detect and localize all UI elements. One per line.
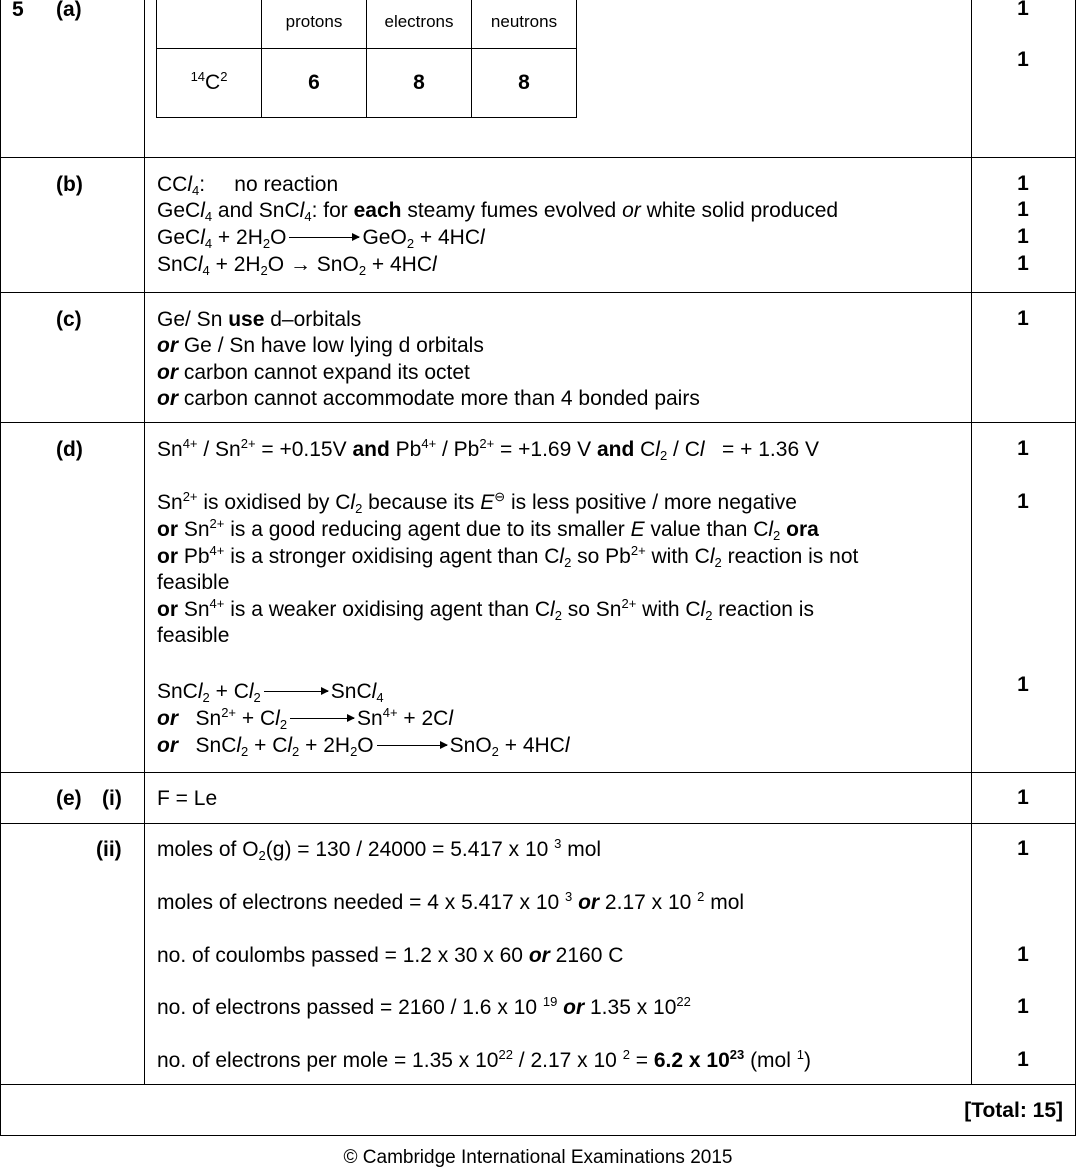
equation-line: GeCl$_4$ + $2H_2O$ GeO$_2$ + 4HCl — [157, 226, 485, 251]
row-divider — [0, 772, 1076, 773]
answer-line: GeCl$_4$ and SnCl$_4$: for each steamy fumes evolved or white solid produced — [157, 199, 839, 224]
mark: 1 — [1017, 252, 1029, 275]
table-header-cell — [157, 0, 262, 49]
row-divider — [0, 157, 1076, 158]
part-a-label: (a) — [56, 0, 82, 21]
answer-line: or $Pb^{4+}$ is a stronger oxidising agent than $Cl_2$ so $Pb^{2+}$ with $Cl_2$ reaction is not — [157, 543, 859, 570]
electrode-potentials-line: $Sn^{4+} / Sn^{2+} = +0.15V$ and $Pb^{4+} / Pb^{2+} = +1.69$ V and $Cl_2$ / Cl = + 1.36 V — [157, 436, 819, 463]
equation-line: or SnCl$_2$ + $Cl_2 + 2H_2O$ SnO$_2$ + 4HCl — [157, 734, 570, 759]
answer-line: F = Le — [157, 787, 218, 810]
mark: 1 — [1017, 943, 1029, 966]
electrons-value: 8 — [367, 49, 472, 118]
column-divider-answer — [144, 0, 145, 1084]
answer-line: Ge/ Sn use d–orbitals — [157, 308, 362, 331]
part-d-label: (d) — [56, 438, 83, 461]
question-number: 5 — [12, 0, 24, 21]
table-bottom-border — [0, 1135, 1076, 1136]
protons-value: 6 — [262, 49, 367, 118]
mark: 1 — [1017, 786, 1029, 809]
answer-line: or $Sn^{2+}$ is a good reducing agent due to its smaller E value than $Cl_2$ ora — [157, 516, 819, 543]
part-b-label: (b) — [56, 173, 83, 196]
calculation-line: moles of electrons needed = 4 x 5.417 x 10 $^3$ or 2.17 x 10 $^2$ mol — [157, 889, 745, 914]
mark: 1 — [1017, 837, 1029, 860]
table-header-cell: neutrons — [472, 0, 577, 49]
calculation-line: no. of coulombs passed = 1.2 x 30 x 60 or 2160 C — [157, 944, 624, 967]
part-c-label: (c) — [56, 308, 82, 331]
row-divider — [0, 422, 1076, 423]
neutrons-value: 8 — [472, 49, 577, 118]
answer-line: or Ge / Sn have low lying d orbitals — [157, 334, 484, 357]
row-divider — [0, 292, 1076, 293]
total-marks: [Total: 15] — [964, 1099, 1063, 1122]
table-row — [157, 49, 577, 118]
mark: 1 — [1017, 673, 1029, 696]
answer-line: $Sn^{2+}$ is oxidised by $Cl_2$ because its E⊖ is less positive / more negative — [157, 489, 797, 516]
particle-count-table — [156, 0, 577, 118]
answer-line: or carbon cannot accommodate more than 4 bonded pairs — [157, 387, 700, 410]
answer-line: feasible — [157, 624, 230, 647]
equation-line: SnCl$_4$ + $2H_2O \to SnO_2 + 4HCl$ — [157, 253, 437, 278]
part-e-label: (e) — [56, 787, 82, 810]
copyright-footer: © Cambridge International Examinations 2015 — [343, 1147, 733, 1168]
table-header-cell: electrons — [367, 0, 472, 49]
mark: 1 — [1017, 48, 1029, 71]
answer-line: or $Sn^{4+}$ is a weaker oxidising agent than $Cl_2$ so $Sn^{2+}$ with $Cl_2$ reaction is — [157, 596, 814, 623]
mark: 1 — [1017, 1048, 1029, 1071]
answer-line: CCl$_4$: no reaction — [157, 173, 339, 198]
mark: 1 — [1017, 198, 1029, 221]
row-divider — [0, 823, 1076, 824]
column-divider-marks — [971, 0, 972, 1084]
mark: 1 — [1017, 995, 1029, 1018]
equation-line: SnCl$_2$ + $Cl_2$ SnCl$_4$ — [157, 680, 384, 705]
mark: 1 — [1017, 225, 1029, 248]
species-cell: $^{14}C^2$ — [157, 49, 262, 118]
mark: 1 — [1017, 172, 1029, 195]
answer-line: feasible — [157, 571, 230, 594]
subpart-ii-label: (ii) — [96, 838, 122, 861]
mark: 1 — [1017, 437, 1029, 460]
answer-line: or carbon cannot expand its octet — [157, 361, 470, 384]
calculation-line: no. of electrons passed = 2160 / 1.6 x 10 $^{19}$ or 1.35 x $10^{22}$ — [157, 994, 691, 1019]
table-header-cell: protons — [262, 0, 367, 49]
row-divider — [0, 1084, 1076, 1085]
calculation-line: moles of $O_2(g) = 130 / 24000 = 5.417$ x 10 $^3$ mol — [157, 836, 602, 863]
mark: 1 — [1017, 307, 1029, 330]
mark: 1 — [1017, 490, 1029, 513]
table-left-border — [0, 0, 1, 1136]
calculation-line: no. of electrons per mole = 1.35 x $10^{22} / 2.17$ x 10 $^2$ = 6.2 x $10^{23}$ (mol $^1$) — [157, 1047, 811, 1072]
equation-line: or $Sn^{2+} + Cl_2$ $Sn^{4+} + 2Cl$ — [157, 705, 454, 732]
subpart-i-label: (i) — [102, 787, 122, 810]
table-header-row — [157, 0, 577, 49]
mark: 1 — [1017, 0, 1029, 20]
